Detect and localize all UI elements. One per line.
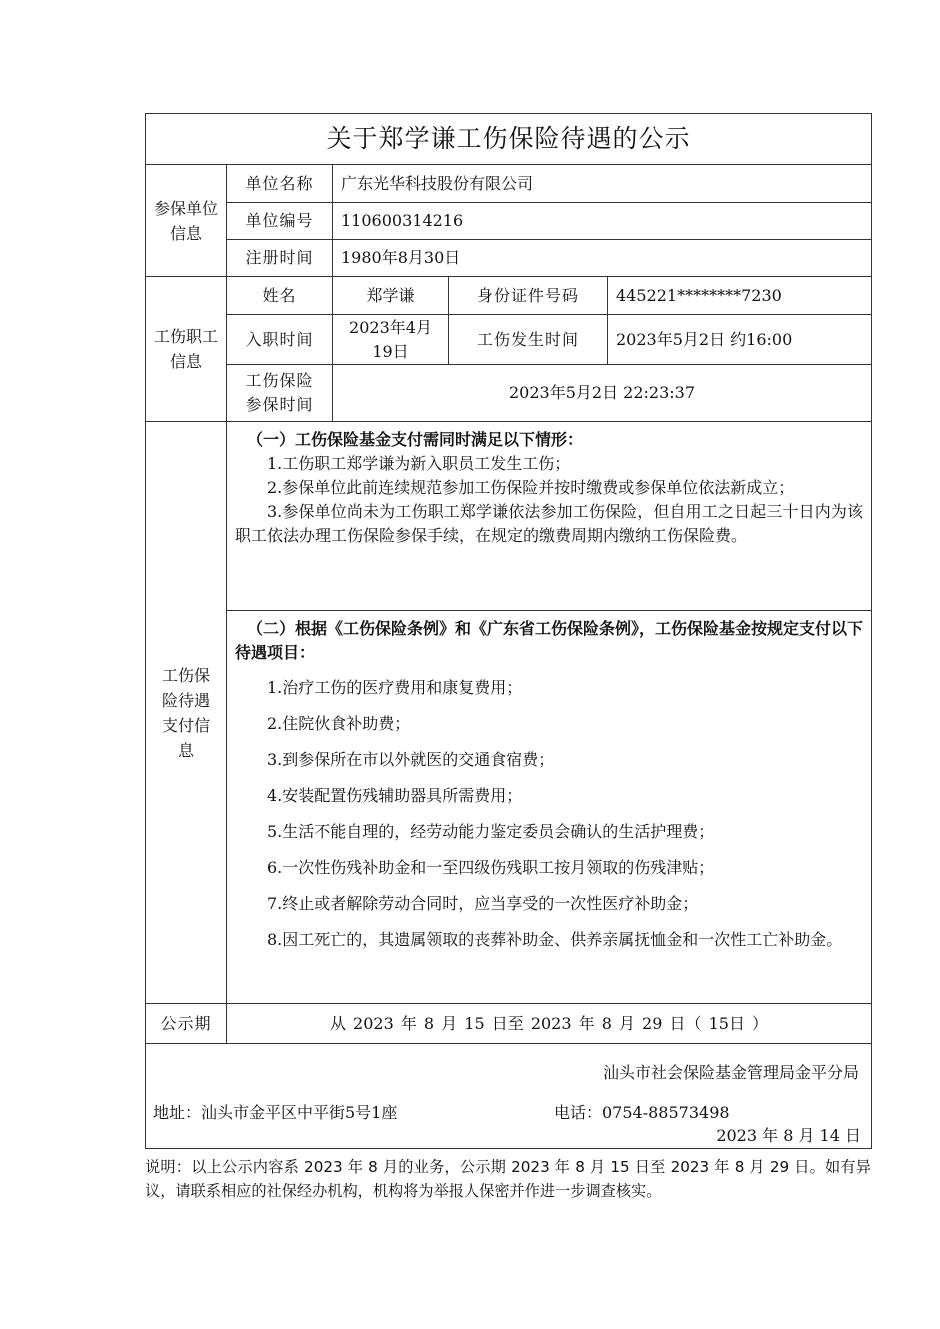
hire-date-label: 入职时间 bbox=[227, 315, 333, 365]
injury-time: 2023年5月2日 约16:00 bbox=[608, 315, 872, 365]
employer-name-label: 单位名称 bbox=[227, 165, 333, 203]
condition-item: 2.参保单位此前连续规范参加工伤保险并按时缴费或参保单位依法新成立； bbox=[267, 478, 795, 497]
employer-name: 广东光华科技股份有限公司 bbox=[333, 165, 872, 203]
benefit-item: 6.一次性伤残补助金和一至四级伤残职工按月领取的伤残津贴； bbox=[267, 858, 715, 877]
notice-document bbox=[145, 113, 871, 1203]
benefits-section-label: 工伤保险待遇支付信息 bbox=[146, 422, 227, 1004]
employer-reg-label: 注册时间 bbox=[227, 240, 333, 277]
period-value: 从 2023 年 8 月 15 日至 2023 年 8 月 29 日（ 15日 ） bbox=[227, 1004, 872, 1044]
condition-item: 1.工伤职工郑学谦为新入职员工发生工伤； bbox=[267, 454, 571, 473]
worker-section-label: 工伤职工信息 bbox=[146, 277, 227, 422]
condition-item: 3.参保单位尚未为工伤职工郑学谦依法参加工伤保险，但自用工之日起三十日内为该职工依法办理工伤保险参保手续，在规定的缴费周期内缴纳工伤保险费。 bbox=[235, 502, 864, 545]
employer-section-label: 参保单位信息 bbox=[146, 165, 227, 277]
footnote: 说明：以上公示内容系 2023 年 8 月的业务，公示期 2023 年 8 月 15 日至 2023 年 8 月 29 日。如有异议，请联系相应的社保经办机构，机构将为举报人保密并作进一步调查核实。 bbox=[145, 1158, 871, 1200]
worker-id-label: 身份证件号码 bbox=[449, 277, 608, 315]
conditions-title: （一）工伤保险基金支付需同时满足以下情形： bbox=[247, 430, 584, 449]
issuer-block bbox=[146, 1044, 872, 1149]
worker-id: 445221********7230 bbox=[608, 277, 872, 315]
benefit-item: 7.终止或者解除劳动合同时，应当享受的一次性医疗补助金； bbox=[267, 894, 699, 913]
benefit-item: 5.生活不能自理的，经劳动能力鉴定委员会确认的生活护理费； bbox=[267, 822, 715, 841]
issuer-address: 地址：汕头市金平区中平街5号1座 bbox=[153, 1103, 398, 1122]
benefit-item: 4.安装配置伤残辅助器具所需费用； bbox=[267, 786, 523, 805]
benefit-item: 3.到参保所在市以外就医的交通食宿费； bbox=[267, 750, 555, 769]
worker-name: 郑学谦 bbox=[333, 277, 449, 315]
period-label: 公示期 bbox=[146, 1004, 227, 1044]
issuer-org: 汕头市社会保险基金管理局金平分局 bbox=[603, 1063, 860, 1082]
insure-time-label: 工伤保险参保时间 bbox=[227, 365, 333, 422]
benefit-item: 8.因工死亡的，其遗属领取的丧葬补助金、供养亲属抚恤金和一次性工亡补助金。 bbox=[267, 930, 843, 949]
benefit-items-box bbox=[227, 611, 872, 1004]
benefit-item: 1.治疗工伤的医疗费用和康复费用； bbox=[267, 678, 523, 697]
notice-table bbox=[145, 113, 872, 1149]
insure-time: 2023年5月2日 22:23:37 bbox=[333, 365, 872, 422]
employer-reg-date: 1980年8月30日 bbox=[333, 240, 872, 277]
conditions-box bbox=[227, 422, 872, 611]
hire-date: 2023年4月19日 bbox=[333, 315, 449, 365]
worker-name-label: 姓名 bbox=[227, 277, 333, 315]
issue-date: 2023 年 8 月 14 日 bbox=[716, 1126, 862, 1145]
employer-code-label: 单位编号 bbox=[227, 203, 333, 240]
employer-code: 110600314216 bbox=[333, 203, 872, 240]
injury-time-label: 工伤发生时间 bbox=[449, 315, 608, 365]
benefit-items-title: （二）根据《工伤保险条例》和《广东省工伤保险条例》，工伤保险基金按规定支付以下待遇项目： bbox=[235, 619, 864, 662]
issuer-phone: 电话：0754-88573498 bbox=[554, 1103, 730, 1122]
page-title: 关于郑学谦工伤保险待遇的公示 bbox=[146, 114, 872, 165]
benefit-item: 2.住院伙食补助费； bbox=[267, 714, 411, 733]
